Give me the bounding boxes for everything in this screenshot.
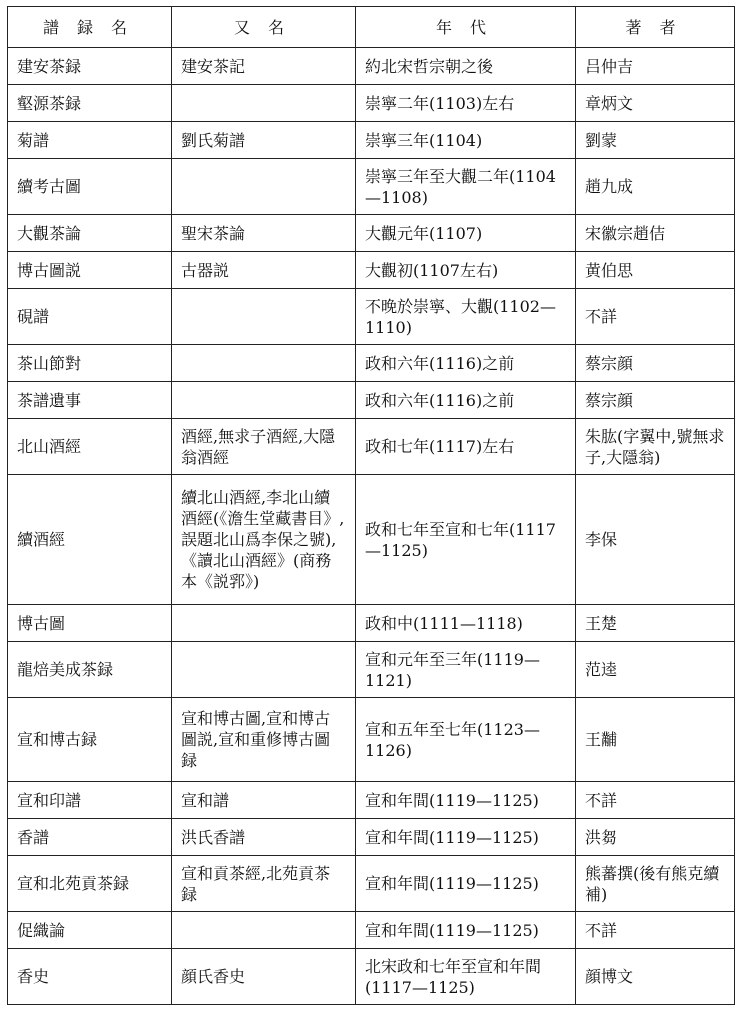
cell-name: 博古圖 (8, 605, 172, 642)
cell-name: 博古圖説 (8, 252, 172, 289)
cell-author: 吕仲吉 (576, 48, 735, 85)
table-row (8, 698, 735, 782)
cell-alias: 酒經,無求子酒經,大隱翁酒經 (172, 419, 356, 475)
cell-era: 政和六年(1116)之前 (356, 345, 576, 382)
cell-alias (172, 605, 356, 642)
cell-alias (172, 642, 356, 698)
table-row (8, 856, 735, 912)
cell-alias (172, 85, 356, 122)
cell-name: 宣和北苑貢茶録 (8, 856, 172, 912)
cell-author: 顔博文 (576, 949, 735, 1005)
table-row (8, 48, 735, 85)
cell-name: 北山酒經 (8, 419, 172, 475)
cell-name: 香史 (8, 949, 172, 1005)
cell-alias: 續北山酒經,李北山續酒經(《澹生堂藏書目》,誤題北山爲李保之號),《讀北山酒經》(商務本《説郛》) (172, 475, 356, 605)
table-row (8, 289, 735, 345)
document-page (7, 6, 734, 1005)
cell-author: 李保 (576, 475, 735, 605)
cell-alias: 聖宋茶論 (172, 215, 356, 252)
cell-era: 約北宋哲宗朝之後 (356, 48, 576, 85)
cell-alias: 宣和博古圖,宣和博古圖説,宣和重修博古圖録 (172, 698, 356, 782)
cell-era: 政和七年至宣和七年(1117—1125) (356, 475, 576, 605)
cell-name: 建安茶録 (8, 48, 172, 85)
table-row (8, 122, 735, 159)
cell-author: 黄伯思 (576, 252, 735, 289)
cell-era: 宣和五年至七年(1123—1126) (356, 698, 576, 782)
table-row (8, 782, 735, 819)
table-row (8, 912, 735, 949)
cell-author: 王楚 (576, 605, 735, 642)
cell-era: 不晚於崇寧、大觀(1102—1110) (356, 289, 576, 345)
cell-alias (172, 289, 356, 345)
cell-name: 菊譜 (8, 122, 172, 159)
table-row (8, 382, 735, 419)
cell-author: 洪芻 (576, 819, 735, 856)
cell-name: 壑源茶録 (8, 85, 172, 122)
cell-author: 不詳 (576, 782, 735, 819)
cell-alias: 建安茶記 (172, 48, 356, 85)
cell-era: 大觀初(1107左右) (356, 252, 576, 289)
table-row (8, 419, 735, 475)
cell-era: 大觀元年(1107) (356, 215, 576, 252)
cell-alias: 宣和譜 (172, 782, 356, 819)
cell-era: 宣和年間(1119—1125) (356, 782, 576, 819)
table-row (8, 215, 735, 252)
cell-author: 范逵 (576, 642, 735, 698)
cell-author: 劉蒙 (576, 122, 735, 159)
cell-era: 宣和元年至三年(1119—1121) (356, 642, 576, 698)
cell-era: 宣和年間(1119—1125) (356, 819, 576, 856)
cell-name: 宣和印譜 (8, 782, 172, 819)
cell-era: 崇寧三年至大觀二年(1104—1108) (356, 159, 576, 215)
table-row (8, 475, 735, 605)
cell-era: 政和七年(1117)左右 (356, 419, 576, 475)
table-row (8, 642, 735, 698)
cell-era: 政和中(1111—1118) (356, 605, 576, 642)
header-cell-author: 著者 (576, 7, 735, 48)
cell-author: 熊蕃撰(後有熊克續補) (576, 856, 735, 912)
cell-alias (172, 159, 356, 215)
cell-author: 不詳 (576, 912, 735, 949)
cell-era: 崇寧三年(1104) (356, 122, 576, 159)
table-row (8, 252, 735, 289)
cell-author: 朱肱(字翼中,號無求子,大隱翁) (576, 419, 735, 475)
cell-name: 促織論 (8, 912, 172, 949)
cell-era: 宣和年間(1119—1125) (356, 856, 576, 912)
cell-author: 章炳文 (576, 85, 735, 122)
table-row (8, 345, 735, 382)
cell-name: 龍焙美成茶録 (8, 642, 172, 698)
cell-author: 蔡宗顔 (576, 382, 735, 419)
cell-alias (172, 345, 356, 382)
cell-author: 宋徽宗趙佶 (576, 215, 735, 252)
cell-name: 續考古圖 (8, 159, 172, 215)
cell-name: 大觀茶論 (8, 215, 172, 252)
catalog-table (7, 6, 735, 1005)
cell-alias: 洪氏香譜 (172, 819, 356, 856)
cell-author: 趙九成 (576, 159, 735, 215)
cell-name: 宣和博古録 (8, 698, 172, 782)
cell-name: 續酒經 (8, 475, 172, 605)
cell-alias: 顔氏香史 (172, 949, 356, 1005)
header-cell-alias: 又名 (172, 7, 356, 48)
table-row (8, 85, 735, 122)
cell-name: 硯譜 (8, 289, 172, 345)
cell-alias: 古器説 (172, 252, 356, 289)
table-row (8, 605, 735, 642)
cell-name: 茶譜遺事 (8, 382, 172, 419)
cell-name: 香譜 (8, 819, 172, 856)
cell-author: 不詳 (576, 289, 735, 345)
table-row (8, 819, 735, 856)
header-cell-name: 譜録名 (8, 7, 172, 48)
header-cell-era: 年代 (356, 7, 576, 48)
cell-author: 王黼 (576, 698, 735, 782)
cell-alias: 劉氏菊譜 (172, 122, 356, 159)
cell-author: 蔡宗顔 (576, 345, 735, 382)
table-row (8, 949, 735, 1005)
table-row (8, 159, 735, 215)
cell-alias (172, 382, 356, 419)
cell-alias: 宣和貢茶經,北苑貢茶録 (172, 856, 356, 912)
cell-era: 宣和年間(1119—1125) (356, 912, 576, 949)
cell-alias (172, 912, 356, 949)
cell-name: 茶山節對 (8, 345, 172, 382)
cell-era: 政和六年(1116)之前 (356, 382, 576, 419)
cell-era: 崇寧二年(1103)左右 (356, 85, 576, 122)
header-row (8, 7, 735, 48)
cell-era: 北宋政和七年至宣和年間(1117—1125) (356, 949, 576, 1005)
